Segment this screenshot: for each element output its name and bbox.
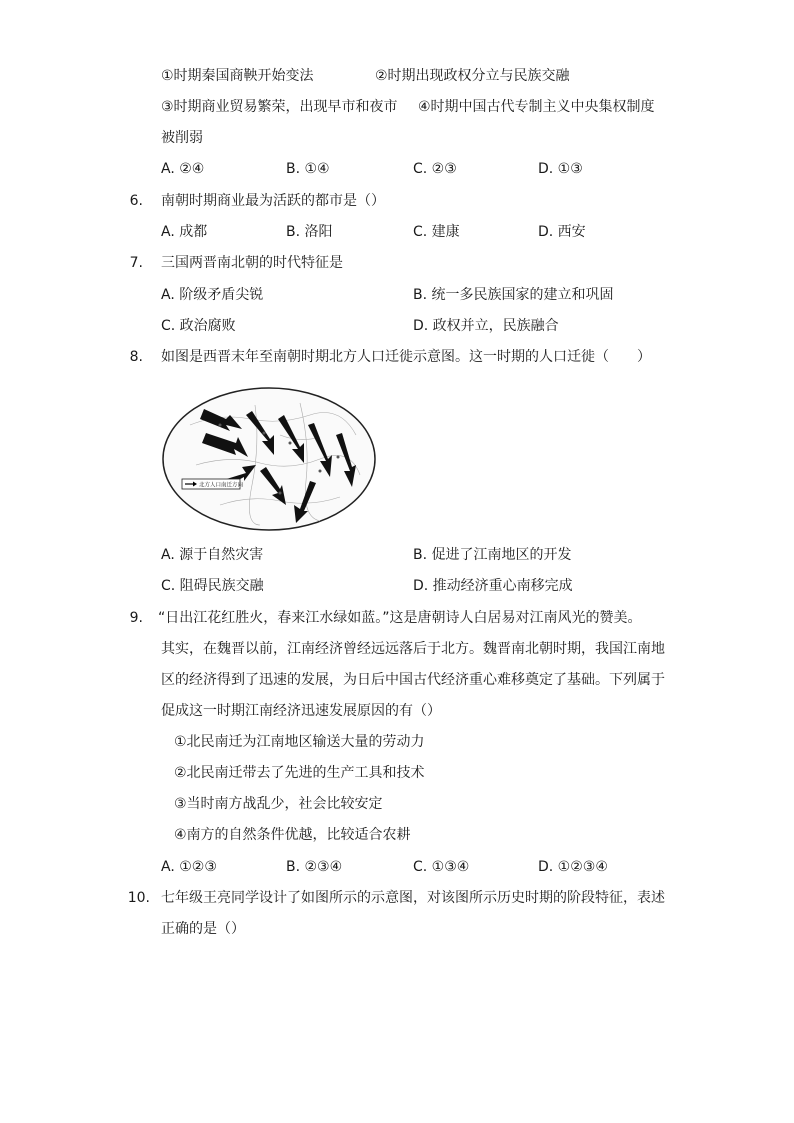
q9-option-d[interactable]: D. ①②③④ — [538, 859, 608, 875]
q8-option-d[interactable]: D. 推动经济重心南移完成 — [413, 578, 573, 594]
q8-question: 如图是西晋末年至南朝时期北方人口迁徙示意图。这一时期的人口迁徙（ ） — [161, 349, 651, 365]
q6-option-d[interactable]: D. 西安 — [538, 224, 586, 240]
q5-statement-3: ③时期商业贸易繁荣，出现早市和夜市 — [161, 99, 398, 115]
map-legend-label: 北方人口南迁方向 — [199, 482, 244, 489]
migration-map — [160, 385, 378, 533]
q9-text-line-3: 区的经济得到了迅速的发展，为日后中国古代经济重心难移奠定了基础。下列属于 — [161, 672, 665, 688]
q10-text-line-2: 正确的是（） — [161, 921, 245, 937]
q8-number: 8. — [129, 349, 143, 365]
q9-text-line-4: 促成这一时期江南经济迅速发展原因的有（） — [161, 703, 441, 719]
q9-statement-2: ②北民南迁带去了先进的生产工具和技术 — [174, 765, 425, 781]
q7-question: 三国两晋南北朝的时代特征是 — [161, 255, 343, 271]
q5-option-b[interactable]: B. ①④ — [286, 161, 330, 177]
q9-text-line-1: “日出江花红胜火，春来江水绿如蓝。”这是唐朝诗人白居易对江南风光的赞美。 — [158, 610, 642, 626]
q9-option-a[interactable]: A. ①②③ — [161, 859, 217, 875]
q5-statement-4-cont: 被削弱 — [161, 130, 203, 146]
q9-option-b[interactable]: B. ②③④ — [286, 859, 343, 875]
q9-text-line-2: 其实，在魏晋以前，江南经济曾经远远落后于北方。魏晋南北朝时期，我国江南地 — [161, 641, 665, 657]
q5-option-c[interactable]: C. ②③ — [413, 161, 457, 177]
q6-number: 6. — [129, 193, 143, 209]
q7-option-c[interactable]: C. 政治腐败 — [161, 318, 236, 334]
q5-statement-4: ④时期中国古代专制主义中央集权制度 — [418, 99, 655, 115]
q9-statement-1: ①北民南迁为江南地区输送大量的劳动力 — [174, 734, 425, 750]
q9-number: 9. — [129, 610, 143, 626]
q6-question: 南朝时期商业最为活跃的都市是（） — [161, 193, 385, 209]
q8-option-c[interactable]: C. 阻碍民族交融 — [161, 578, 264, 594]
q6-option-a[interactable]: A. 成都 — [161, 224, 208, 240]
map-border — [163, 388, 375, 530]
q9-statement-3: ③当时南方战乱少，社会比较安定 — [174, 796, 383, 812]
q5-option-a[interactable]: A. ②④ — [161, 161, 205, 177]
q7-number: 7. — [129, 255, 143, 271]
q7-option-d[interactable]: D. 政权并立，民族融合 — [413, 318, 559, 334]
q8-option-b[interactable]: B. 促进了江南地区的开发 — [413, 547, 572, 563]
q7-option-a[interactable]: A. 阶级矛盾尖锐 — [161, 287, 264, 303]
q10-number: 10. — [127, 890, 150, 906]
q5-option-d[interactable]: D. ①③ — [538, 161, 583, 177]
q9-statement-4: ④南方的自然条件优越，比较适合农耕 — [174, 827, 411, 843]
q7-option-b[interactable]: B. 统一多民族国家的建立和巩固 — [413, 287, 614, 303]
q9-option-c[interactable]: C. ①③④ — [413, 859, 470, 875]
q6-option-c[interactable]: C. 建康 — [413, 224, 460, 240]
q5-statement-2: ②时期出现政权分立与民族交融 — [375, 68, 570, 84]
q5-statement-1: ①时期秦国商鞅开始变法 — [161, 68, 314, 84]
q10-text-line-1: 七年级王亮同学设计了如图所示的示意图，对该图所示历史时期的阶段特征，表述 — [161, 890, 665, 906]
q8-option-a[interactable]: A. 源于自然灾害 — [161, 547, 264, 563]
q6-option-b[interactable]: B. 洛阳 — [286, 224, 333, 240]
